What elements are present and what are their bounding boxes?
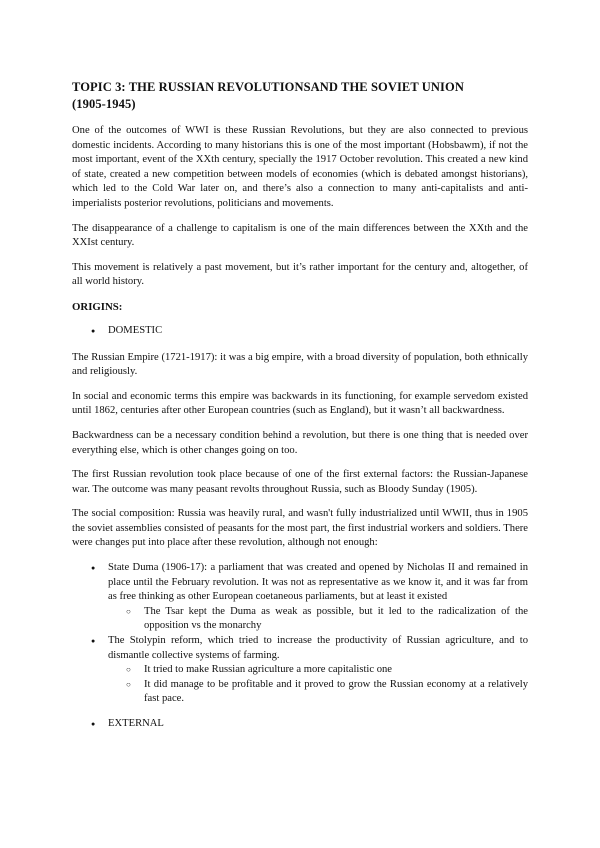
origins-heading: ORIGINS:	[72, 300, 123, 313]
intro-paragraph-2: The disappearance of a challenge to capitalism is one of the main differences between the XXth and the XXIst century.	[72, 222, 528, 249]
domestic-paragraph-1: The Russian Empire (1721-1917): it was a big empire, with a broad diversity of population, both ethnically and religiously.	[72, 351, 528, 378]
list-item-stolypin: ● The Stolypin reform, which tried to increase the productivity of Russian agriculture, and to dismantle collective systems of farming.	[72, 634, 528, 663]
list-subitem-stolypin-1: ○ It tried to make Russian agriculture a more capitalistic one	[108, 663, 528, 678]
domestic-paragraph-2: In social and economic terms this empire was backwards in its functioning, for example servedom existed until 1862, centuries after other European countries (such as England), but it wasn’t all backwardness.	[72, 390, 528, 417]
external-list	[72, 717, 528, 732]
list-subitem-duma-1: ○ The Tsar kept the Duma as weak as possible, but it led to the radicalization of the opposition vs the monarchy	[108, 605, 528, 634]
external-bullet: ● EXTERNAL	[72, 717, 528, 732]
changes-list	[72, 561, 528, 707]
intro-paragraph-1: One of the outcomes of WWI is these Russian Revolutions, but they are also connected to previous domestic incidents. According to many historians this is one of the most important (Hobsbawm), if not the most important, event of the XXth century, specially the 1917 October revolution. This created a new kind of state, created a new competition between models of economies (which is debated amongst historians), which led to the Cold War later on, and there’s also a connection to many anti-capitalists and anti-imperialists posterior revolutions, politicians and movements.	[72, 125, 528, 209]
domestic-paragraph-5: The social composition: Russia was heavily rural, and wasn't fully industrialized until WWII, thus in 1905 the soviet assemblies consisted of peasants for the most part, the first industrial workers and soldiers. There were changes put into place after these revolution, although not enough:	[72, 508, 528, 549]
list-item-duma: ● State Duma (1906-17): a parliament that was created and opened by Nicholas II and remained in place until the February revolution. It was not as representative as we know it, and it was far from as free thinking as other European coetaneous parliaments, but at least it existed	[72, 561, 528, 605]
domestic-paragraph-3: Backwardness can be a necessary condition behind a revolution, but there is one thing that is needed over everything else, which is other changes going on too.	[72, 429, 528, 456]
page-title	[72, 79, 528, 113]
title-line-2: (1905-1945)	[72, 97, 136, 111]
domestic-bullet: ● DOMESTIC	[72, 324, 528, 339]
title-line-1: TOPIC 3: THE RUSSIAN REVOLUTIONSAND THE SOVIET UNION	[72, 80, 464, 94]
domestic-list	[72, 324, 528, 339]
domestic-paragraph-4: The first Russian revolution took place because of one of the first external factors: the Russian-Japanese war. The outcome was many peasant revolts throughout Russia, such as Bloody Sunday (1905).	[72, 469, 528, 495]
intro-paragraph-3: This movement is relatively a past movement, but it’s rather important for the century and, altogether, of all world history.	[72, 261, 528, 288]
list-subitem-stolypin-2: ○ It did manage to be profitable and it proved to grow the Russian economy at a relatively fast pace.	[108, 678, 528, 707]
